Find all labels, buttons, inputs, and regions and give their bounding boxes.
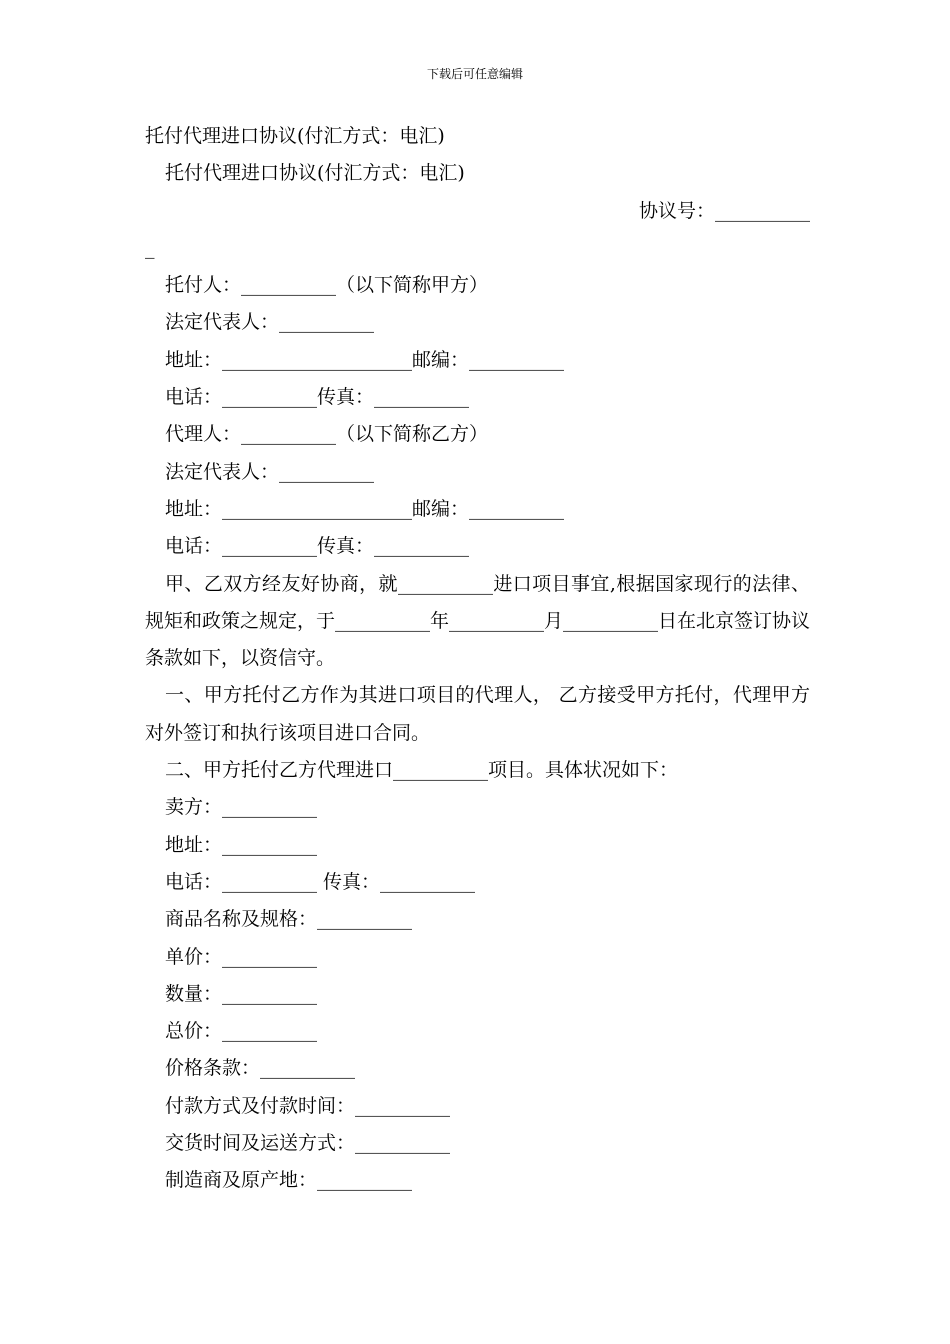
detail-address: 地址：__________ <box>165 833 318 856</box>
party-a-entrusting-party: 托付人：__________（以下简称甲方） <box>165 274 489 297</box>
detail-price-terms: 价格条款：__________ <box>165 1057 356 1080</box>
document-body <box>145 118 810 1200</box>
detail-product-spec: 商品名称及规格：__________ <box>165 908 413 931</box>
party-a-phone-fax: 电话：__________传真：__________ <box>165 386 470 409</box>
detail-delivery: 交货时间及运送方式：__________ <box>165 1132 451 1155</box>
clause-2-intro: 二、甲方托付乙方代理进口__________项目。具体状况如下： <box>165 759 679 782</box>
detail-quantity: 数量：__________ <box>165 982 318 1005</box>
page-header-note: 下载后可任意编辑 <box>426 67 523 81</box>
detail-unit-price: 单价：__________ <box>165 945 318 968</box>
document-title: 托付代理进口协议(付汇方式：电汇) <box>145 125 445 147</box>
detail-phone-fax: 电话：__________ 传真：__________ <box>165 870 476 893</box>
party-b-address: 地址：____________________邮编：__________ <box>165 497 565 520</box>
preamble-paragraph: 甲、乙双方经友好协商，就__________进口项目事宜,根据国家现行的法律、规矩和政策之规定，于__________年__________月__________日在北京签订协议条款如下，以资信守。 <box>145 572 811 670</box>
agreement-number: 协议号：__________ <box>638 199 810 222</box>
party-a-legal-rep: 法定代表人：__________ <box>165 311 375 334</box>
agreement-number-wrap: _ <box>145 236 155 259</box>
detail-seller: 卖方：__________ <box>165 796 318 819</box>
party-b-legal-rep: 法定代表人：__________ <box>165 460 375 483</box>
detail-total-price: 总价：__________ <box>165 1020 318 1043</box>
detail-payment-method: 付款方式及付款时间：__________ <box>165 1094 451 1117</box>
party-b-phone-fax: 电话：__________传真：__________ <box>165 535 470 558</box>
party-a-address: 地址：____________________邮编：__________ <box>165 348 565 371</box>
party-b-agent: 代理人：__________（以下简称乙方） <box>165 423 489 446</box>
detail-manufacturer-origin: 制造商及原产地：__________ <box>165 1169 413 1192</box>
document-subtitle: 托付代理进口协议(付汇方式：电汇) <box>165 162 465 185</box>
clause-1: 一、甲方托付乙方作为其进口项目的代理人， 乙方接受甲方托付，代理甲方对外签订和执行该项目进口合同。 <box>145 684 810 744</box>
